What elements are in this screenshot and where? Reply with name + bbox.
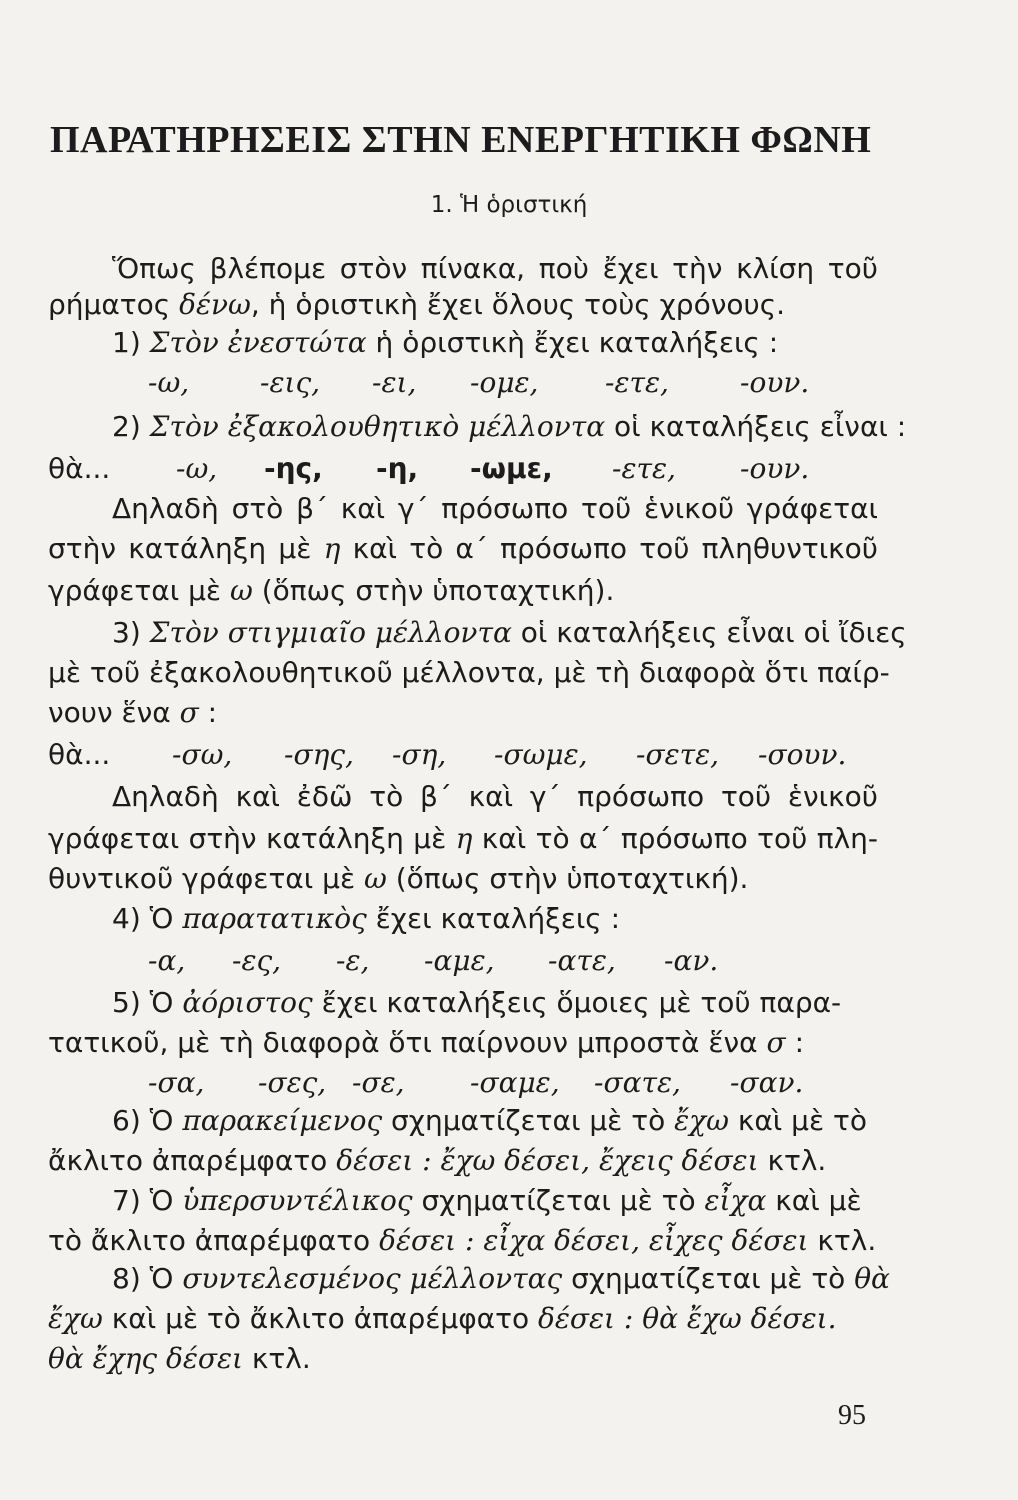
text-line: Ὅπως βλέπομε στὸν πίνακα, ποὺ ἔχει τὴν κλίση τοῦ	[112, 252, 878, 285]
text-line: Δηλαδὴ στὸ β΄ καὶ γ΄ πρόσωπο τοῦ ἑνικοῦ γράφεται	[112, 492, 878, 525]
text-line: θὰ ἔχης δέσει κτλ.	[48, 1342, 311, 1375]
ending: -σωμε,	[494, 738, 588, 771]
ending: -ωμε,	[470, 452, 553, 485]
ending: -ουν.	[740, 366, 810, 399]
ending-prefix: θὰ...	[48, 452, 111, 485]
text-line: γράφεται μὲ ω (ὅπως στὴν ὑποταχτική).	[48, 574, 615, 607]
ending: -ει,	[372, 366, 417, 399]
ending: -σης,	[284, 738, 354, 771]
ending: -σω,	[172, 738, 233, 771]
ending: -η,	[376, 452, 419, 485]
text-line: ρήματος δένω, ἡ ὁριστικὴ ἔχει ὅλους τοὺς χρόνους.	[48, 288, 786, 321]
ending: -σε,	[352, 1066, 405, 1099]
ending: -ε,	[336, 944, 370, 977]
ending-prefix: θὰ...	[48, 738, 111, 771]
text-line: τατικοῦ, μὲ τὴ διαφορὰ ὅτι παίρνουν μπροστὰ ἕνα σ :	[48, 1026, 805, 1059]
ending: -ομε,	[470, 366, 539, 399]
ending: -ατε,	[548, 944, 616, 977]
rule-8: 8) Ὁ συντελεσμένος μέλλοντας σχηματίζεται μὲ τὸ θὰ	[112, 1262, 890, 1295]
text-line: νουν ἕνα σ :	[48, 696, 218, 729]
rule-5: 5) Ὁ ἀόριστος ἔχει καταλήξεις ὅμοιες μὲ τοῦ παρα-	[112, 986, 842, 1019]
rule-6: 6) Ὁ παρακείμενος σχηματίζεται μὲ τὸ ἔχω καὶ μὲ τὸ	[112, 1104, 868, 1137]
text-line: μὲ τοῦ ἐξακολουθητικοῦ μέλλοντα, μὲ τὴ διαφορὰ ὅτι παίρ-	[48, 656, 890, 689]
ending: -ση,	[392, 738, 447, 771]
rule-1: 1) Στὸν ἐνεστώτα ἡ ὁριστικὴ ἔχει καταλήξεις :	[112, 326, 779, 359]
ending: -ες,	[232, 944, 282, 977]
ending: -εις,	[260, 366, 321, 399]
text-line: στὴν κατάληξη μὲ η καὶ τὸ α΄ πρόσωπο τοῦ πληθυντικοῦ	[48, 532, 878, 565]
ending: -ης,	[264, 452, 323, 485]
rule-4: 4) Ὁ παρατατικὸς ἔχει καταλήξεις :	[112, 902, 621, 935]
ending: -σαμε,	[470, 1066, 560, 1099]
ending: -αν.	[664, 944, 719, 977]
text-line: θυντικοῦ γράφεται μὲ ω (ὅπως στὴν ὑποταχτική).	[48, 862, 749, 895]
ending: -ω,	[176, 452, 218, 485]
rule-2: 2) Στὸν ἐξακολουθητικὸ μέλλοντα οἱ καταλήξεις εἶναι :	[112, 410, 907, 443]
section-subtitle: 1. Ἡ ὁριστική	[430, 192, 588, 218]
ending: -α,	[148, 944, 186, 977]
ending: -αμε,	[424, 944, 495, 977]
rule-7: 7) Ὁ ὑπερσυντέλικος σχηματίζεται μὲ τὸ εἶχα καὶ μὲ	[112, 1184, 862, 1217]
ending: -ετε,	[612, 452, 676, 485]
ending: -σες,	[258, 1066, 327, 1099]
ending: -ετε,	[605, 366, 669, 399]
rule-3: 3) Στὸν στιγμιαῖο μέλλοντα οἱ καταλήξεις εἶναι οἱ ἴδιες	[112, 616, 907, 649]
text-line: Δηλαδὴ καὶ ἐδῶ τὸ β΄ καὶ γ΄ πρόσωπο τοῦ ἑνικοῦ	[112, 780, 878, 813]
ending: -ω,	[148, 366, 190, 399]
ending: -σατε,	[594, 1066, 681, 1099]
ending: -ουν.	[740, 452, 810, 485]
text-line: ἄκλιτο ἀπαρέμφατο δέσει : ἔχω δέσει, ἔχεις δέσει κτλ.	[48, 1144, 827, 1177]
text-line: γράφεται στὴν κατάληξη μὲ η καὶ τὸ α΄ πρόσωπο τοῦ πλη-	[48, 822, 878, 855]
ending: -σετε,	[636, 738, 720, 771]
ending: -σαν.	[730, 1066, 804, 1099]
text-line: ἔχω καὶ μὲ τὸ ἄκλιτο ἀπαρέμφατο δέσει : θὰ ἔχω δέσει.	[48, 1302, 837, 1335]
ending: -σα,	[148, 1066, 205, 1099]
ending: -σουν.	[758, 738, 847, 771]
page-number: 95	[838, 1400, 866, 1431]
page-title: ΠΑΡΑΤΗΡΗΣΕΙΣ ΣΤΗΝ ΕΝΕΡΓΗΤΙΚΗ ΦΩΝΗ	[50, 119, 872, 161]
text-line: τὸ ἄκλιτο ἀπαρέμφατο δέσει : εἶχα δέσει, εἶχες δέσει κτλ.	[48, 1224, 877, 1257]
